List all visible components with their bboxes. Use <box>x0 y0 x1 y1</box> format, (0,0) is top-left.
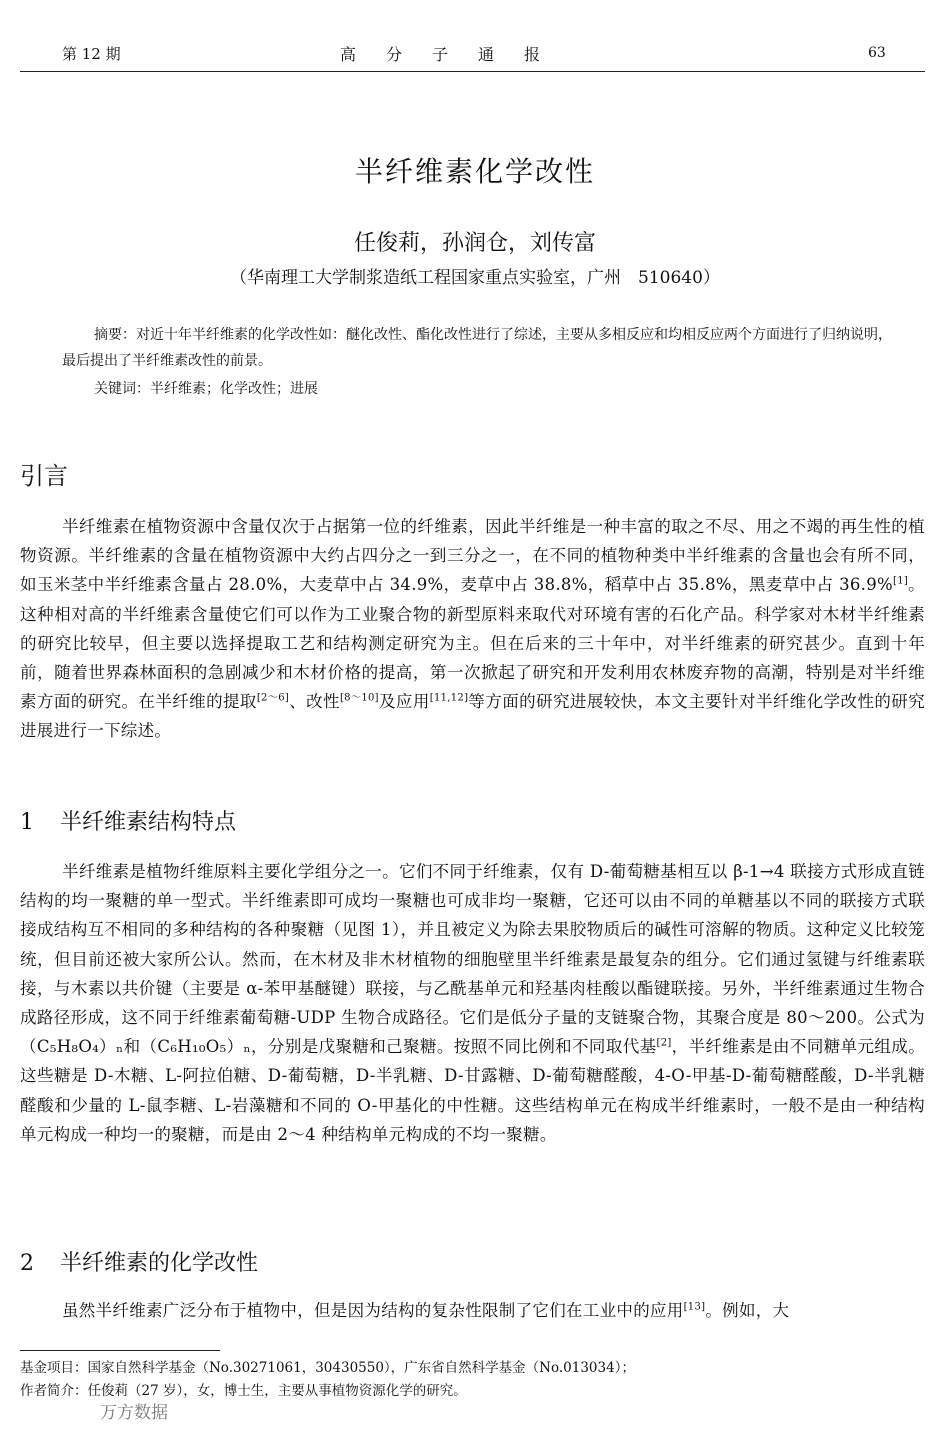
citation: [1] <box>893 575 909 587</box>
watermark: 万方数据 <box>100 1403 168 1423</box>
citation: [2] <box>656 1037 672 1049</box>
issue-number: 第 12 期 <box>62 45 121 63</box>
intro-paragraph: 半纤维素在植物资源中含量仅次于占据第一位的纤维素，因此半纤维是一种丰富的取之不尽、用之不竭的再生性的植物资源。半纤维素的含量在植物资源中大约占四分之一到三分之一，在不同的植物种类中半纤维素的含量也会有所不同，如玉米茎中半纤维素含量占 28.0%，大麦草中占 34.9%，麦草中占 38.8%，稻草中占 35.8%，黑麦草中占 36.9%[1]。这种相对高的半纤维素含量使它们可以作为工业聚合物的新型原料来取代对环境有害的石化产品。科学家对木材半纤维素的研究比较早，但主要以选择提取工艺和结构测定研究为主。但在后来的三十年中，对半纤维素的研究甚少。直到十年前，随着世界森林面积的急剧减少和木材价格的提高，第一次掀起了研究和开发利用农林废弃物的高潮，特别是对半纤维素方面的研究。在半纤维的提取[2～6]、改性[8～10]及应用[11,12]等方面的研究进展较快，本文主要针对半纤维化学改性的研究进展进行一下综述。 <box>20 517 926 741</box>
article-title: 半纤维素化学改性 <box>354 155 595 188</box>
page-number: 63 <box>868 45 886 61</box>
citation: [2～6] <box>256 692 290 704</box>
running-header <box>0 0 950 74</box>
intro-heading: 引言 <box>20 462 68 490</box>
section-title: 半纤维素结构特点 <box>60 810 237 835</box>
journal-name: 高分子通报 <box>340 45 571 64</box>
footnotes <box>20 1357 635 1403</box>
abstract-block <box>62 322 892 402</box>
citation: [11,12] <box>429 692 469 704</box>
formula: （C₅H₈O₄）ₙ <box>20 1037 124 1057</box>
section-1-heading <box>20 805 236 836</box>
author-bio-note: 作者简介：任俊莉（27 岁），女，博士生，主要从事植物资源化学的研究。 <box>20 1383 467 1399</box>
formula: （C₆H₁₀O₅）ₙ <box>140 1037 251 1057</box>
section-2-paragraph: 虽然半纤维素广泛分布于植物中，但是因为结构的复杂性限制了它们在工业中的应用[13]。例如，大 <box>62 1301 790 1320</box>
header-rule <box>20 71 925 72</box>
author-affiliation: （华南理工大学制浆造纸工程国家重点实验室，广州 510640） <box>230 268 720 288</box>
section-number: 2 <box>20 1251 34 1276</box>
footnote-rule <box>20 1350 220 1351</box>
citation: [8～10] <box>339 692 379 704</box>
citation: [13] <box>683 1301 706 1313</box>
section-2-heading <box>20 1246 258 1277</box>
article-authors: 任俊莉，孙润仓，刘传富 <box>353 231 596 256</box>
abstract-text: 摘要：对近十年半纤维素的化学改性如：醚化改性、酯化改性进行了综述，主要从多相反应和均相反应两个方面进行了归纳说明，最后提出了半纤维素改性的前景。 <box>62 327 892 369</box>
keywords: 关键词：半纤维素；化学改性；进展 <box>94 381 318 397</box>
section-title: 半纤维素的化学改性 <box>60 1251 259 1276</box>
section-number: 1 <box>20 810 34 835</box>
section-1-paragraph: 半纤维素是植物纤维原料主要化学组分之一。它们不同于纤维素，仅有 D-葡萄糖基相互以 β-1→4 联接方式形成直链结构的均一聚糖的单一型式。半纤维素即可成均一聚糖也可成非均一聚糖，它还可以由不同的单糖基以不同的联接方式联接成结构互不相同的多种结构的各种聚糖（见图 1），并且被定义为除去果胶物质后的碱性可溶解的物质。这种定义比较笼统，但目前还被大家所公认。然而，在木材及非木材植物的细胞壁里半纤维素是最复杂的组分。它们通过氢键与纤维素联接，与木素以共价键（主要是 α-苯甲基醚键）联接，与乙酰基单元和羟基肉桂酸以酯键联接。另外，半纤维素通过生物合成路径形成，这不同于纤维素葡萄糖-UDP 生物合成路径。它们是低分子量的支链聚合物，其聚合度是 80～200。公式为（C₅H₈O₄）ₙ和（C₆H₁₀O₅）ₙ，分别是戊聚糖和己聚糖。按照不同比例和不同取代基[2]，半纤维素是由不同糖单元组成。这些糖是 D-木糖、L-阿拉伯糖、D-葡萄糖，D-半乳糖、D-甘露糖、D-葡萄糖醛酸，4-O-甲基-D-葡萄糖醛酸，D-半乳糖醛酸和少量的 L-鼠李糖、L-岩藻糖和不同的 O-甲基化的中性糖。这些结构单元在构成半纤维素时，一般不是由一种结构单元构成一种均一的聚糖，而是由 2～4 种结构单元构成的不均一聚糖。 <box>20 862 925 1144</box>
funding-note: 基金项目：国家自然科学基金（No.30271061，30430550），广东省自然科学基金（No.013034）； <box>20 1360 635 1376</box>
